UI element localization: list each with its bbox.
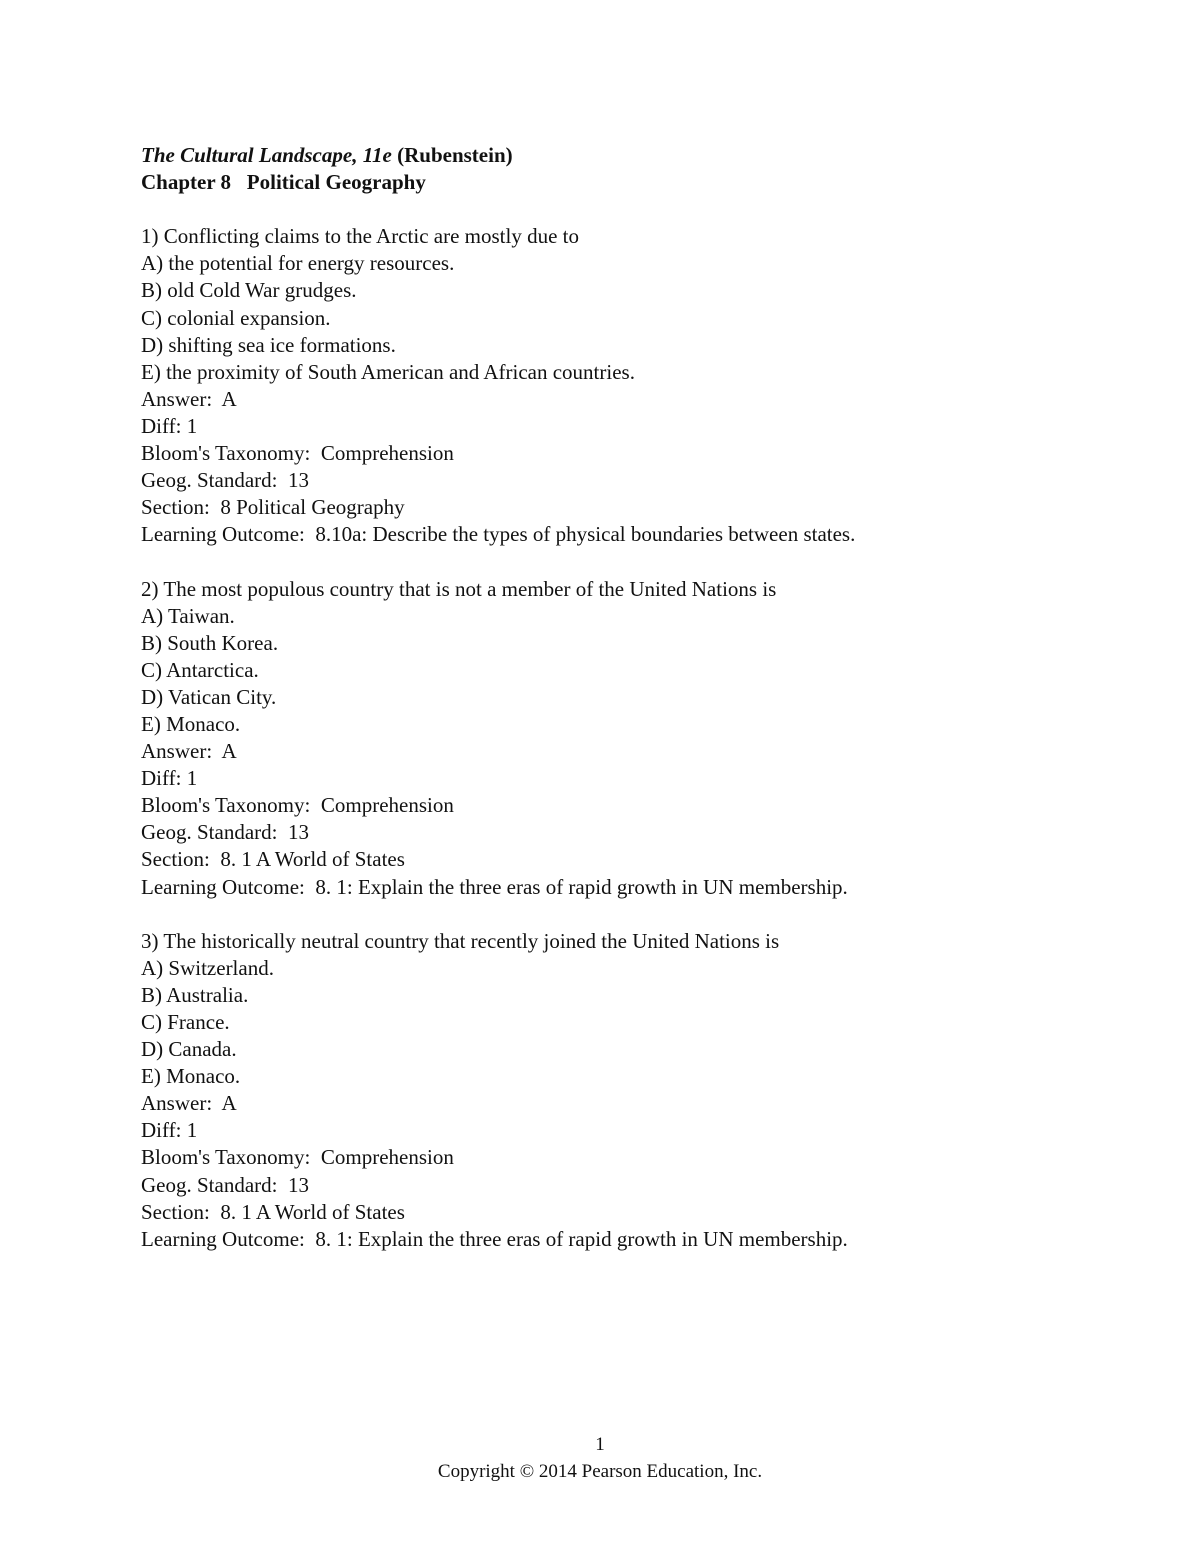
geog-standard: Geog. Standard: 13 <box>141 1172 309 1197</box>
difficulty: Diff: 1 <box>141 766 198 791</box>
learning-outcome: Learning Outcome: 8. 1: Explain the three eras of rapid growth in UN membership. <box>141 874 848 899</box>
section-label: Section: 8. 1 A World of States <box>141 1199 405 1224</box>
geog-standard: Geog. Standard: 13 <box>141 468 309 493</box>
spacer <box>141 901 1101 928</box>
blooms-taxonomy: Bloom's Taxonomy: Comprehension <box>141 1145 454 1170</box>
learning-outcome: Learning Outcome: 8.10a: Describe the types of physical boundaries between states. <box>141 522 856 547</box>
answer-option: D) Canada. <box>141 1037 237 1062</box>
answer-key: Answer: A <box>141 386 237 411</box>
question-block <box>141 576 1101 901</box>
book-title: The Cultural Landscape, 11e <box>141 143 392 167</box>
blooms-taxonomy: Bloom's Taxonomy: Comprehension <box>141 441 454 466</box>
answer-option: D) shifting sea ice formations. <box>141 332 396 357</box>
answer-option: A) the potential for energy resources. <box>141 251 455 276</box>
page-content <box>141 142 1101 1253</box>
answer-option: A) Taiwan. <box>141 603 235 628</box>
answer-option: C) colonial expansion. <box>141 305 331 330</box>
answer-option: E) Monaco. <box>141 1064 241 1089</box>
question-block <box>141 928 1101 1253</box>
document-title-line <box>141 142 1101 169</box>
chapter-heading: Chapter 8 Political Geography <box>141 170 426 195</box>
question-block <box>141 223 1101 548</box>
answer-option: E) the proximity of South American and African countries. <box>141 359 635 384</box>
difficulty: Diff: 1 <box>141 1118 198 1143</box>
book-author: (Rubenstein) <box>391 143 513 167</box>
answer-option: C) Antarctica. <box>141 657 259 682</box>
answer-option: D) Vatican City. <box>141 684 277 709</box>
copyright-notice: Copyright © 2014 Pearson Education, Inc. <box>437 1461 763 1482</box>
answer-option: A) Switzerland. <box>141 955 274 980</box>
answer-key: Answer: A <box>141 739 237 764</box>
section-label: Section: 8 Political Geography <box>141 495 405 520</box>
question-stem: 2) The most populous country that is not a member of the United Nations is <box>141 576 777 601</box>
answer-option: B) old Cold War grudges. <box>141 278 357 303</box>
answer-option: C) France. <box>141 1010 230 1034</box>
answer-option: B) Australia. <box>141 982 249 1007</box>
section-label: Section: 8. 1 A World of States <box>141 847 405 872</box>
spacer <box>141 196 1101 223</box>
learning-outcome: Learning Outcome: 8. 1: Explain the three eras of rapid growth in UN membership. <box>141 1226 848 1251</box>
answer-option: B) South Korea. <box>141 630 279 655</box>
difficulty: Diff: 1 <box>141 413 198 438</box>
answer-option: E) Monaco. <box>141 711 241 736</box>
answer-key: Answer: A <box>141 1091 237 1116</box>
geog-standard: Geog. Standard: 13 <box>141 820 309 845</box>
spacer <box>141 548 1101 575</box>
question-stem: 1) Conflicting claims to the Arctic are mostly due to <box>141 224 579 249</box>
question-stem: 3) The historically neutral country that recently joined the United Nations is <box>141 928 780 953</box>
blooms-taxonomy: Bloom's Taxonomy: Comprehension <box>141 793 454 818</box>
page-number: 1 <box>595 1434 605 1455</box>
